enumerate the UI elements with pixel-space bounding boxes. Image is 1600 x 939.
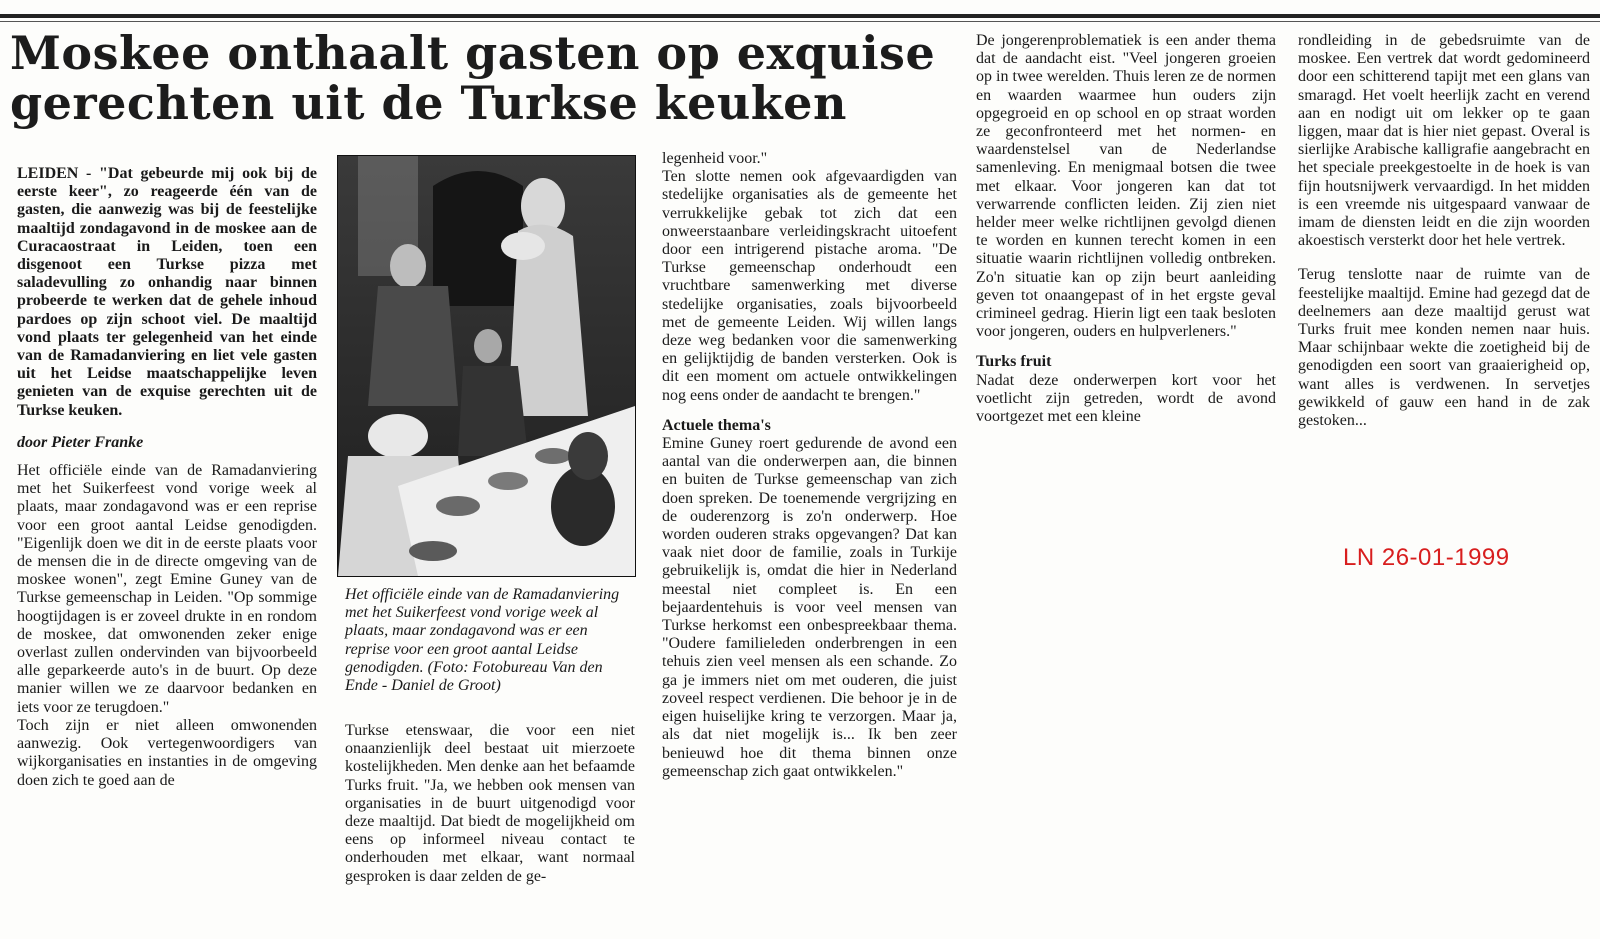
body-paragraph: Turkse etenswaar, die voor een niet onaanzienlijk deel bestaat uit mierzoete kostelijkheden. Men denke aan het befaamde Turks fruit. "Ja, we hebben ook mensen van organisaties in de buurt uitgenodigd voor deze maaltijd. Dat biedt de mogelijkheid om eens op informeel niveau contact te onderhouden met elkaar, want normaal gesproken is daar zelden de ge-: [345, 722, 635, 885]
column-5: [1298, 32, 1590, 430]
photo-scene: [338, 156, 635, 576]
column-3: [662, 150, 957, 781]
news-photo: [337, 155, 636, 577]
subheading-turks-fruit: Turks fruit: [976, 353, 1052, 371]
body-paragraph: De jongerenproblematiek is een ander thema dat de aandacht eist. "Veel jongeren groeien op in twee werelden. Thuis leren ze de normen en waarden waarmee hun ouders zijn opgegroeid en op school en op straat worden ze geconfronteerd met het normen- en waardenstelsel van de Nederlandse samenleving. En menigmaal botsen die twee met elkaar. Voor jongeren kan dat tot verwarrende conflicten leiden. Zij zien niet helder meer welke richtlijnen gevolgd dienen te worden en kunnen terecht komen in een situatie waarin richtlijnen volledig ontbreken. Zo'n situatie kan op zijn beurt aanleiding geven tot onaangepast of in het ergste geval crimineel gedrag. Hierin ligt een taak besloten voor jongeren, ouders en hulpverleners.": [976, 32, 1276, 341]
column-2: [345, 722, 635, 886]
body-paragraph: Nadat deze onderwerpen kort voor het voetlicht zijn getreden, wordt de avond voortgezet met een kleine: [976, 371, 1276, 426]
body-paragraph: Het officiële einde van de Ramadanviering met het Suikerfeest vond vorige week al plaats, maar zondagavond was er een reprise voor een groot aantal Leidse genodigden. "Eigenlijk doen we dit in de eerste plaats voor de mensen die in de directe omgeving van de moskee wonen", zegt Emine Guney van de Turkse gemeenschap in Leiden. "Op sommige hoogtijdagen is er zoveel drukte in en rondom de moskee, dat omwonenden zeker enige overlast zullen ondervinden van bijvoorbeeld alle geparkeerde auto's in de buurt. Op deze manier willen we ze daarvoor bedanken en iets voor ze terugdoen.": [17, 462, 317, 716]
body-paragraph: Emine Guney roert gedurende de avond een aantal van die onderwerpen aan, die binnen en buiten de Turkse gemeenschap van zich doen spreken. De toenemende vergrijzing en de ouderenzorg is zo'n onderwerp. Hoe worden ouderen straks opgevangen? Dat kan vaak niet door de familie, zoals in Turkije gebruikelijk is, omdat die hier in Nederland meestal niet compleet is. En een bejaardentehuis is voor veel mensen van Turkse herkomst een onbespreekbaar thema. "Oudere familieleden onderbrengen in een tehuis zien veel mensen als een schande. Zo ga je immers niet om met ouderen, die juist zoveel respect verdienen. Die behoor je in de eigen huiselijke kring te verzorgen. Maar ja, als dat niet mogelijk is... Ik ben zeer benieuwd hoe dit thema binnen onze gemeenschap zich gaat ontwikkelen.": [662, 435, 957, 780]
body-paragraph: Ten slotte nemen ook afgevaardigden van stedelijke organisaties als de gemeente het verrukkelijke gebak tot zich dat een onweerstaanbare verleidingskracht uitoefent door een intrigerend pistache aroma. "De Turkse gemeenschap onderhoudt een vruchtbare samenwerking met diverse stedelijke organisaties, zoals bijvoorbeeld met de gemeente Leiden. Wij willen langs deze weg bedanken voor die samenwerking en gelijktijdig de banden versterken. Ook is dit een moment om actuele ontwikkelingen nog eens onder de aandacht te brengen.": [662, 168, 957, 404]
lead-paragraph: LEIDEN - "Dat gebeurde mij ook bij de eerste keer", zo reageerde één van de gasten, die aanwezig was bij de feestelijke maaltijd zondagavond in de moskee aan de Curacaostraat in Leiden, toen een disgenoot een Turkse pizza met saladevulling zo onhandig naar binnen probeerde te werken dat de gehele inhoud pardoes op zijn schoot viel. De maaltijd vond plaats ter gelegenheid van het einde van de Ramadanviering en liet vele gasten uit het Leidse maatschappelijke leven genieten van de exquise gerechten uit de Turkse keuken.: [17, 165, 317, 419]
top-rule-thin: [0, 21, 1600, 22]
body-paragraph: Terug tenslotte naar de ruimte van de feestelijke maaltijd. Emine had gezegd dat de deelnemers aan deze maaltijd gerust wat Turks fruit mee konden nemen naar huis. Maar schijnbaar wekte die zoetigheid bij de genodigden een soort van graaierigheid op, want alles is verdwenen. In servetjes gewikkeld of gauw een hand in de zak gestoken...: [1298, 266, 1590, 430]
subheading-actuele-themas: Actuele thema's: [662, 416, 771, 434]
headline: Moskee onthaalt gasten op exquise gerechten uit de Turkse keuken: [10, 26, 936, 130]
column-1: [17, 165, 317, 790]
column-4: [976, 32, 1276, 426]
body-paragraph: rondleiding in de gebedsruimte van de moskee. Een vertrek dat wordt gedomineerd door een schitterend tapijt met een glans van smaragd. Het voelt heerlijk zacht en verend aan en nodigt uit om lekker op te gaan liggen, maar dat is hier niet gepast. Overal is sierlijke Arabische kalligrafie aangebracht en het speciale preekgestoelte in de hoek is van fijn houtsnijwerk vervaardigd. In het midden is een vreemde nis uitgespaard vanwaar de imam de diensten leidt en die zijn woorden akoestisch versterkt door het hele vertrek.: [1298, 32, 1590, 250]
byline: door Pieter Franke: [17, 433, 144, 451]
photo-caption: Het officiële einde van de Ramadanviering met het Suikerfeest vond vorige week al plaats, maar zondagavond was er een reprise voor een groot aantal Leidse genodigden. (Foto: Fotobureau Van den Ende - Daniel de Groot): [345, 586, 620, 695]
top-rule: [0, 14, 1600, 18]
body-paragraph: Toch zijn er niet alleen omwonenden aanwezig. Ook vertegenwoordigers van wijkorganisaties en instanties in de omgeving doen zich te goed aan de: [17, 716, 317, 789]
body-paragraph: legenheid voor.": [662, 150, 768, 167]
date-stamp: LN 26-01-1999: [1343, 544, 1510, 571]
